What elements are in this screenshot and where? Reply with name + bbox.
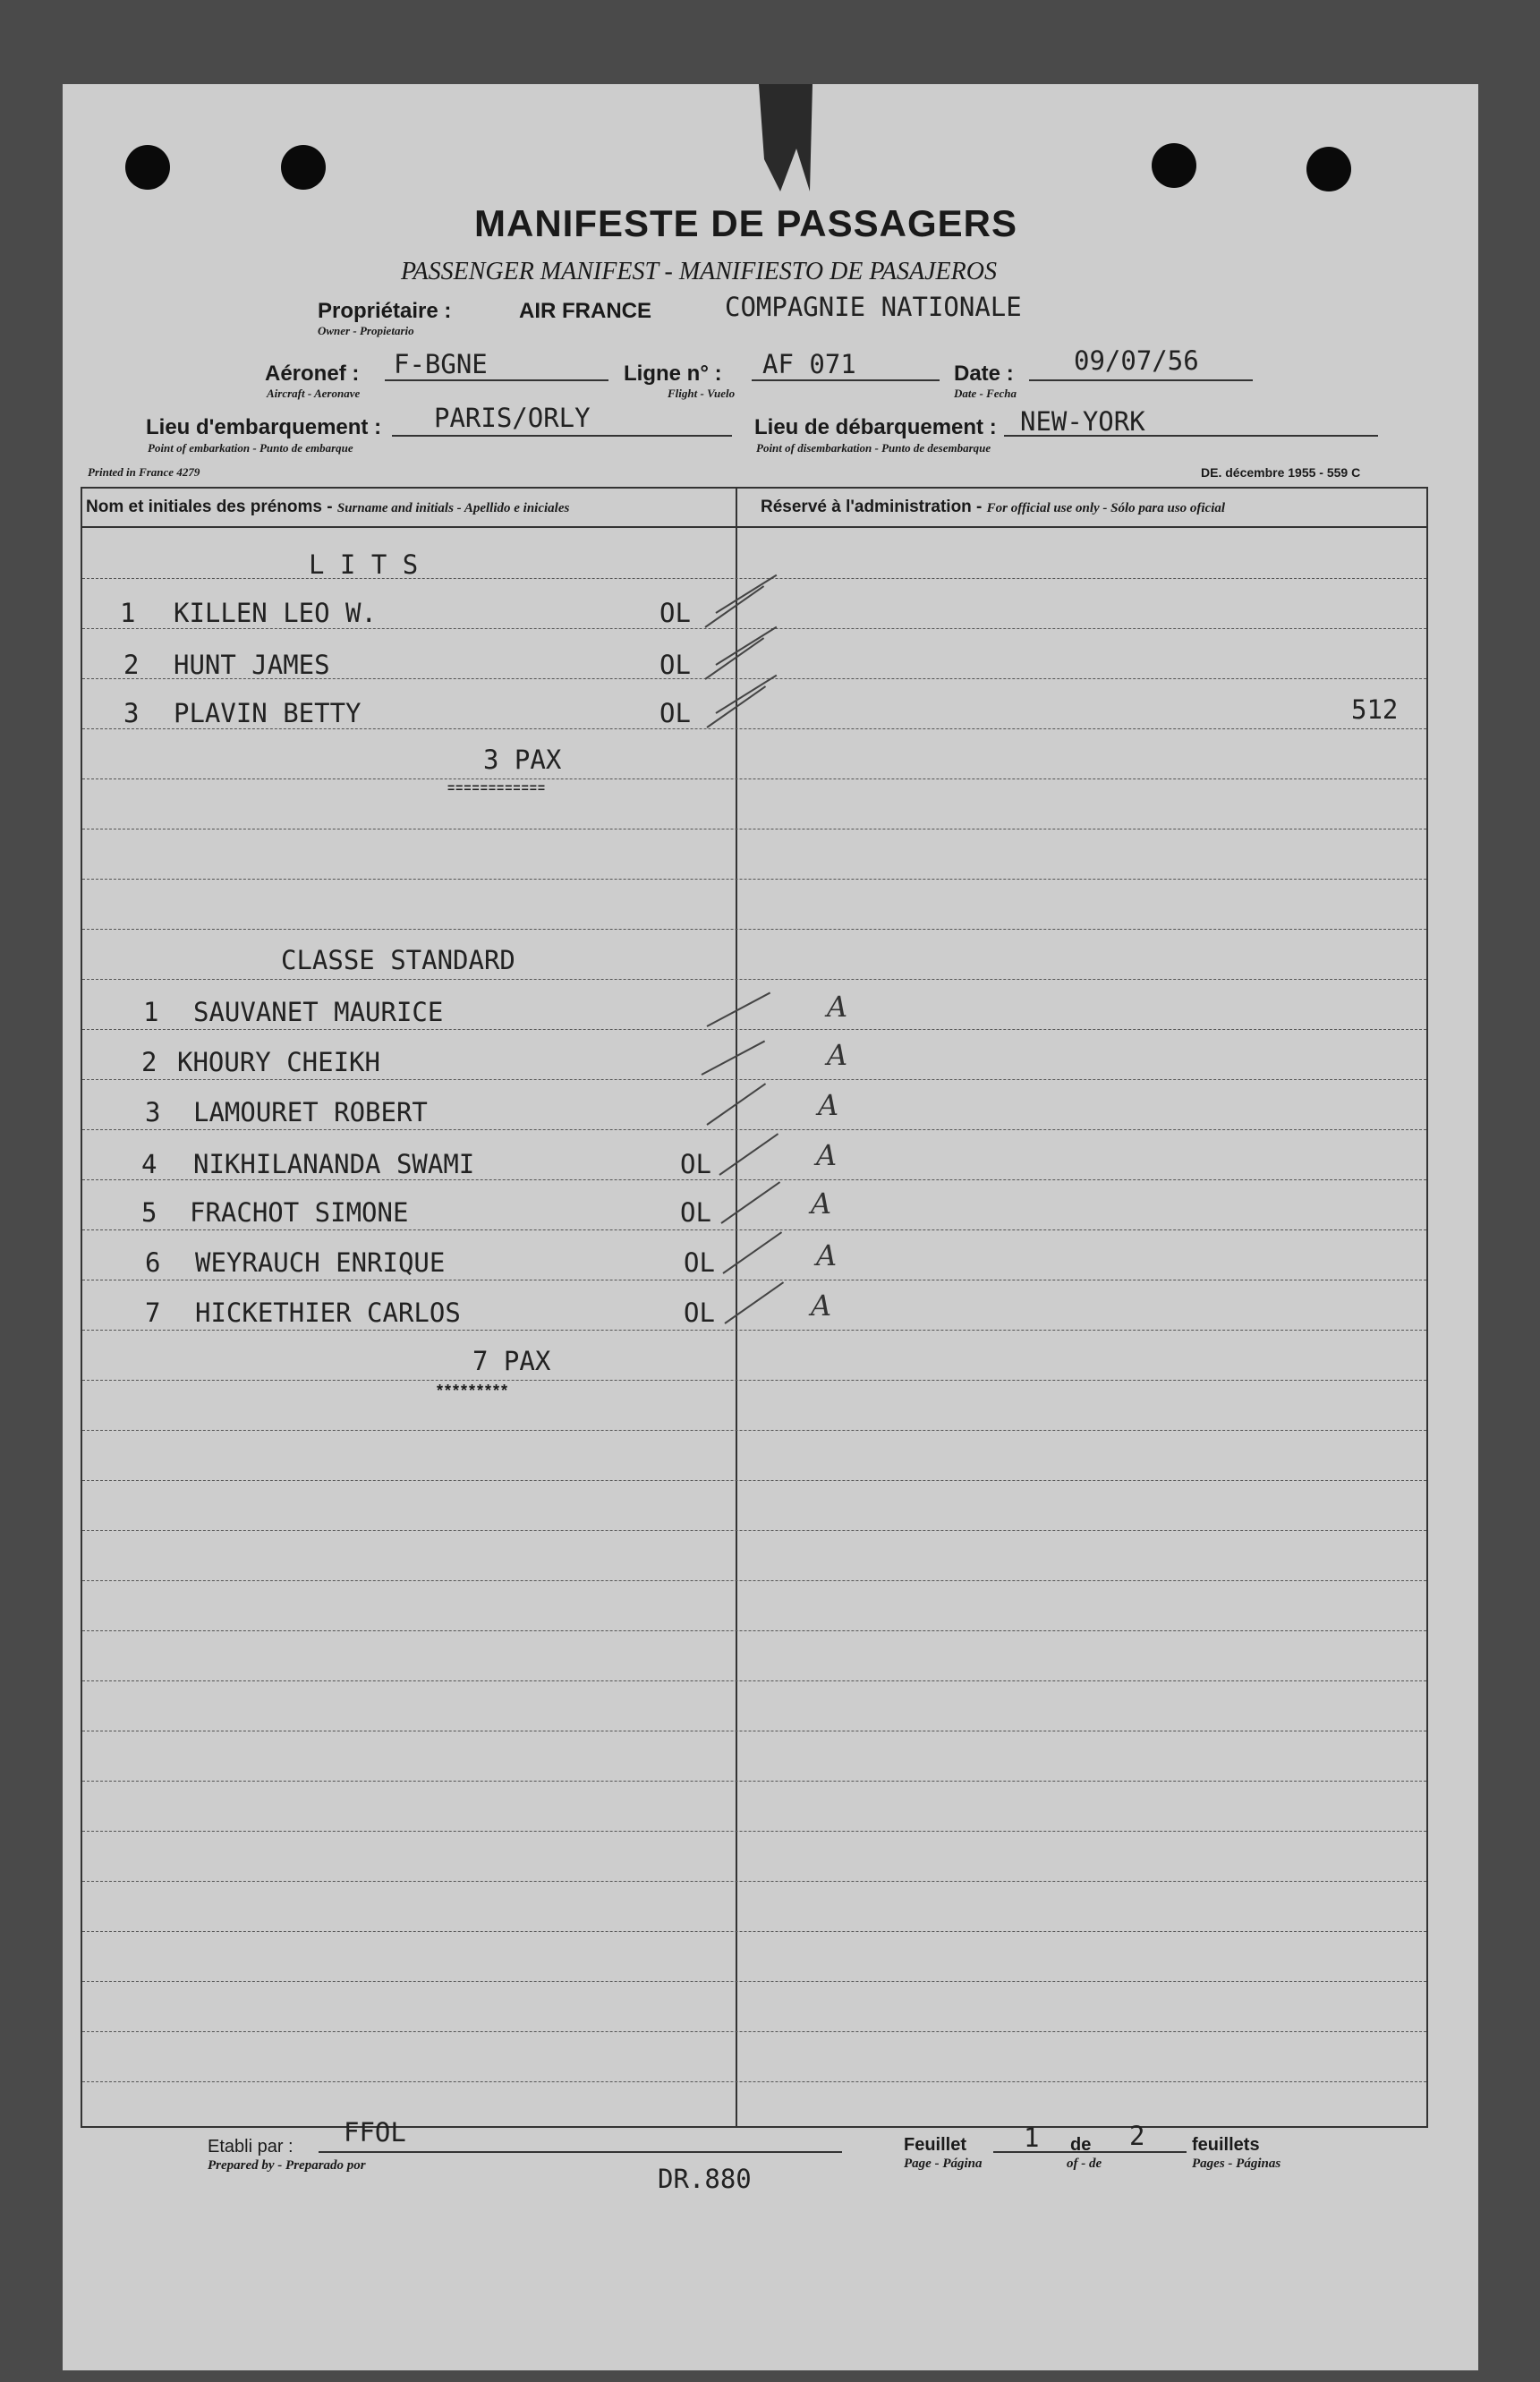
standard-total: 7 PAX (472, 1346, 551, 1376)
standard-heading: CLASSE STANDARD (281, 945, 515, 975)
std-code: A (827, 1038, 848, 1072)
punch-hole-2 (281, 145, 326, 190)
lits-total: 3 PAX (483, 744, 562, 775)
standard-total-underline: ********* (437, 1382, 510, 1399)
lits-mark: OL (659, 698, 691, 728)
sheets-label: feuillets (1192, 2135, 1260, 2155)
owner-typed: COMPAGNIE NATIONALE (725, 292, 1022, 322)
sheet-number: 1 (1024, 2123, 1040, 2153)
std-name: FRACHOT SIMONE (190, 1197, 409, 1228)
embark-value: PARIS/ORLY (434, 403, 591, 433)
rule-line (82, 879, 1426, 880)
of-sub: of - de (1067, 2157, 1102, 2171)
rule-line (82, 1831, 1426, 1832)
std-num: 3 (145, 1097, 161, 1127)
rule-line (82, 979, 1426, 980)
aircraft-label: Aéronef : (265, 362, 360, 386)
sheets-sub: Pages - Páginas (1192, 2157, 1281, 2171)
lits-mark: OL (659, 650, 691, 680)
rule-line (82, 1129, 1426, 1130)
form-subtitle: PASSENGER MANIFEST - MANIFIESTO DE PASAJEROS (401, 258, 997, 285)
rule-line (82, 1330, 1426, 1331)
form-title: MANIFESTE DE PASSAGERS (474, 202, 1017, 244)
lits-num: 3 (123, 698, 140, 728)
punch-hole-3 (1152, 143, 1196, 188)
col1-header: Nom et initiales des prénoms - Surname and initials - Apellido e iniciales (86, 498, 570, 516)
rule-line (82, 2081, 1426, 2082)
sheet-label: Feuillet (904, 2135, 967, 2155)
rule-line (82, 1680, 1426, 1681)
rule-line (82, 1029, 1426, 1030)
owner-printed: AIR FRANCE (519, 299, 651, 323)
total-sheets: 2 (1129, 2121, 1145, 2151)
dr-number: DR.880 (658, 2164, 752, 2194)
embark-sub: Point of embarkation - Punto de embarque (148, 441, 353, 455)
rule-line (82, 2031, 1426, 2032)
lits-heading: L I T S (309, 549, 419, 580)
established-value: FFOL (344, 2117, 406, 2148)
std-num: 5 (141, 1197, 157, 1228)
rule-line (82, 578, 1426, 579)
std-name: LAMOURET ROBERT (193, 1097, 428, 1127)
lits-name: HUNT JAMES (174, 650, 330, 680)
std-mark: OL (680, 1149, 711, 1179)
sheet-sub: Page - Página (904, 2157, 983, 2171)
std-code: A (816, 1138, 838, 1172)
form-code: DE. décembre 1955 - 559 C (1201, 465, 1361, 480)
std-name: KHOURY CHEIKH (177, 1047, 380, 1077)
disembark-value: NEW-YORK (1020, 406, 1145, 437)
established-label: Etabli par : (208, 2137, 294, 2157)
rule-line (82, 1630, 1426, 1631)
aircraft-value: F-BGNE (394, 349, 488, 379)
punch-hole-4 (1306, 147, 1351, 191)
std-num: 2 (141, 1047, 157, 1077)
lits-name: KILLEN LEO W. (174, 598, 377, 628)
rule-line (82, 1931, 1426, 1932)
std-code: A (816, 1238, 838, 1272)
rule-line (82, 778, 1426, 779)
rule-line (82, 1981, 1426, 1982)
printed-in: Printed in France 4279 (88, 465, 200, 479)
disembark-sub: Point of disembarkation - Punto de desembarque (756, 441, 991, 455)
std-num: 6 (145, 1247, 161, 1278)
std-code: A (811, 1187, 832, 1221)
rule-line (82, 1380, 1426, 1381)
std-mark: OL (684, 1297, 715, 1328)
rule-line (82, 929, 1426, 930)
std-num: 7 (145, 1297, 161, 1328)
flight-label: Ligne n° : (624, 362, 722, 386)
rule-line (82, 1781, 1426, 1782)
flight-sub: Flight - Vuelo (668, 387, 736, 400)
disembark-label: Lieu de débarquement : (754, 415, 997, 439)
rule-line (82, 1881, 1426, 1882)
lits-admin-note: 512 (1351, 694, 1399, 725)
std-name: WEYRAUCH ENRIQUE (195, 1247, 446, 1278)
lits-total-underline: ============ (447, 780, 547, 795)
owner-label: Propriétaire : (318, 299, 452, 323)
embark-label: Lieu d'embarquement : (146, 415, 382, 439)
established-sub: Prepared by - Preparado por (208, 2158, 366, 2173)
rule-line (82, 728, 1426, 729)
owner-sub: Owner - Propietario (318, 324, 414, 337)
rule-line (82, 1430, 1426, 1431)
aircraft-sub: Aircraft - Aeronave (267, 387, 361, 400)
col2-header: Réservé à l'administration - For official use only - Sólo para uso oficial (761, 498, 1226, 516)
date-label: Date : (954, 362, 1014, 386)
std-code: A (818, 1088, 839, 1122)
std-mark: OL (684, 1247, 715, 1278)
std-name: SAUVANET MAURICE (193, 997, 444, 1027)
flight-value: AF 071 (762, 349, 856, 379)
rule-line (82, 1229, 1426, 1230)
rule-line (82, 628, 1426, 629)
std-code: A (827, 990, 848, 1024)
rule-line (82, 1179, 1426, 1180)
punch-hole-1 (125, 145, 170, 190)
std-name: NIKHILANANDA SWAMI (193, 1149, 475, 1179)
lits-name: PLAVIN BETTY (174, 698, 362, 728)
std-mark: OL (680, 1197, 711, 1228)
date-value: 09/07/56 (1074, 345, 1199, 376)
std-num: 4 (141, 1149, 157, 1179)
lits-num: 1 (120, 598, 136, 628)
std-num: 1 (143, 997, 159, 1027)
date-sub: Date - Fecha (954, 387, 1017, 400)
std-name: HICKETHIER CARLOS (195, 1297, 461, 1328)
lits-num: 2 (123, 650, 140, 680)
rule-line (82, 1580, 1426, 1581)
std-code: A (811, 1289, 832, 1323)
lits-mark: OL (659, 598, 691, 628)
rule-line (82, 1079, 1426, 1080)
rule-line (82, 1480, 1426, 1481)
rule-line (82, 1530, 1426, 1531)
of-label: de (1070, 2135, 1092, 2155)
